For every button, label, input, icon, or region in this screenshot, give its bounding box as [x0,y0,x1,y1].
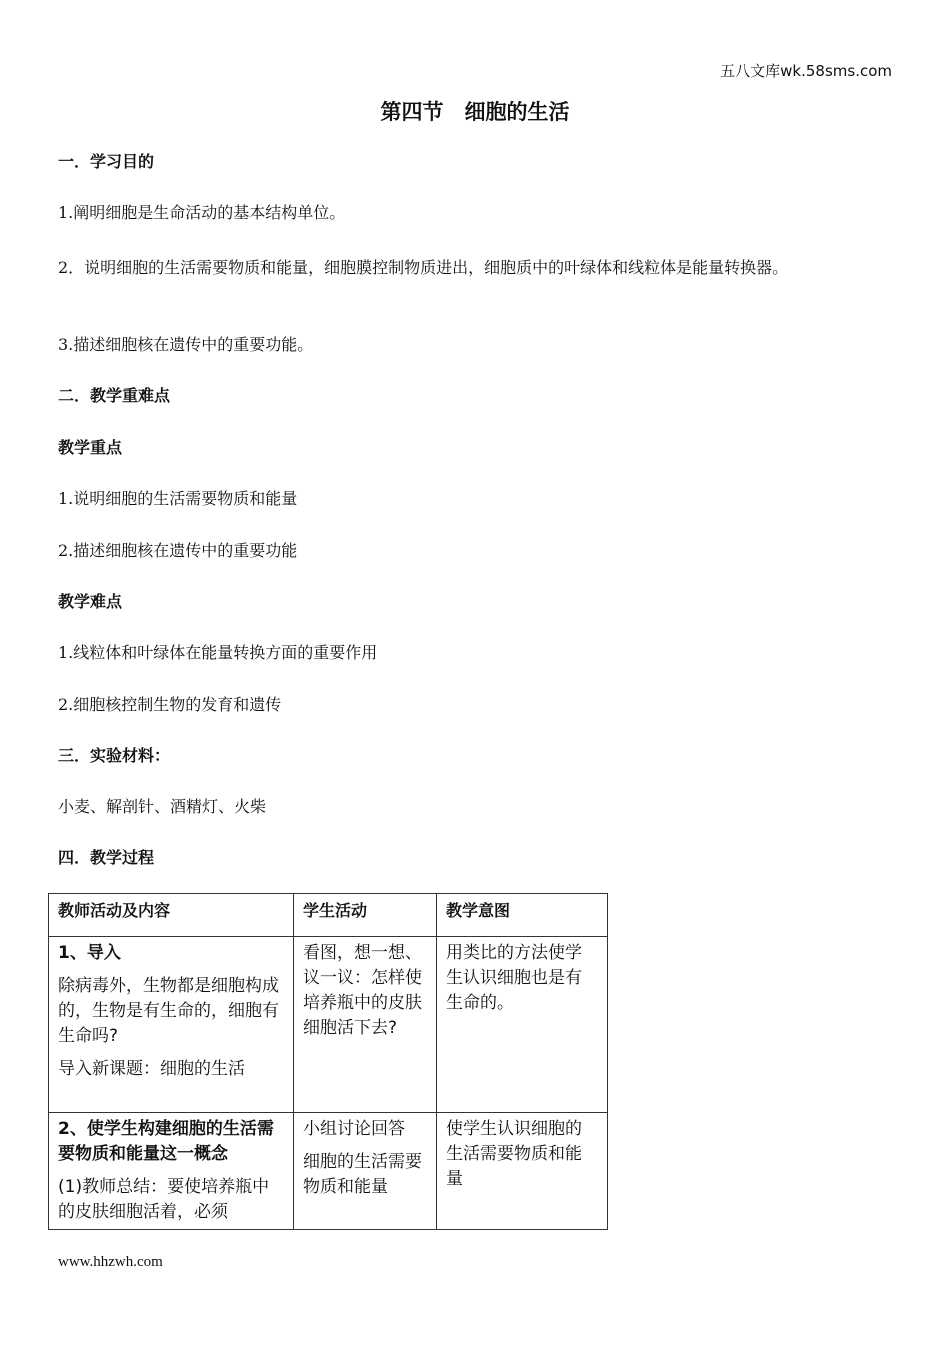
subheading-key: 教学重点 [58,438,123,457]
teaching-process-table [48,893,608,1230]
table-cell-intent [437,1113,607,1229]
page-title: 第四节 细胞的生活 [380,100,570,124]
cell-paragraph: 使学生认识细胞的生活需要物质和能量 [446,1119,582,1189]
cell-paragraph: 用类比的方法使学生认识细胞也是有生命的。 [446,943,582,1013]
table-cell-intent [437,937,607,1112]
cell-paragraph: 细胞的生活需要物质和能量 [303,1152,422,1197]
subheading-difficulty: 教学难点 [58,592,123,611]
section-heading-process: 四．教学过程 [58,848,155,867]
table-header-student: 学生活动 [294,894,437,936]
section-heading-key-points: 二．教学重难点 [58,386,171,405]
key-point-2: 2.描述细胞核在遗传中的重要功能 [58,541,298,560]
section-heading-objectives: 一．学习目的 [58,152,155,171]
materials-text: 小麦、解剖针、酒精灯、火柴 [58,797,267,816]
table-row [49,937,607,1113]
table-cell-student [294,1113,437,1229]
cell-paragraph: 看图，想一想、议一议：怎样使培养瓶中的皮肤细胞活下去? [303,943,422,1038]
cell-paragraph: 小组讨论回答 [303,1119,405,1139]
footer-site: www.hhzwh.com [58,1254,163,1270]
table-cell-teacher [49,1113,294,1229]
cell-paragraph: 导入新课题：细胞的生活 [58,1059,245,1079]
difficulty-point-2: 2.细胞核控制生物的发育和遗传 [58,695,282,714]
objective-item-1: 1.阐明细胞是生命活动的基本结构单位。 [58,203,346,222]
table-cell-student [294,937,437,1112]
table-header-teacher: 教师活动及内容 [49,894,294,936]
table-row [49,1113,607,1229]
key-point-1: 1.说明细胞的生活需要物质和能量 [58,489,298,508]
row-title: 1、导入 [58,943,121,963]
difficulty-point-1: 1.线粒体和叶绿体在能量转换方面的重要作用 [58,643,378,662]
cell-paragraph: 除病毒外，生物都是细胞构成的，生物是有生命的，细胞有生命吗? [58,976,279,1046]
row-title: 2、使学生构建细胞的生活需要物质和能量这一概念 [58,1119,274,1164]
objective-item-3: 3.描述细胞核在遗传中的重要功能。 [58,335,314,354]
objective-item-2: 2．说明细胞的生活需要物质和能量，细胞膜控制物质进出，细胞质中的叶绿体和线粒体是能量转换器。 [58,258,789,277]
site-watermark: 五八文库wk.58sms.com [720,62,892,80]
cell-paragraph: (1)教师总结：要使培养瓶中的皮肤细胞活着，必须 [58,1177,270,1222]
table-cell-teacher [49,937,294,1112]
section-heading-materials: 三．实验材料： [58,746,171,765]
table-header-row [49,894,607,937]
table-header-intent: 教学意图 [446,901,511,920]
